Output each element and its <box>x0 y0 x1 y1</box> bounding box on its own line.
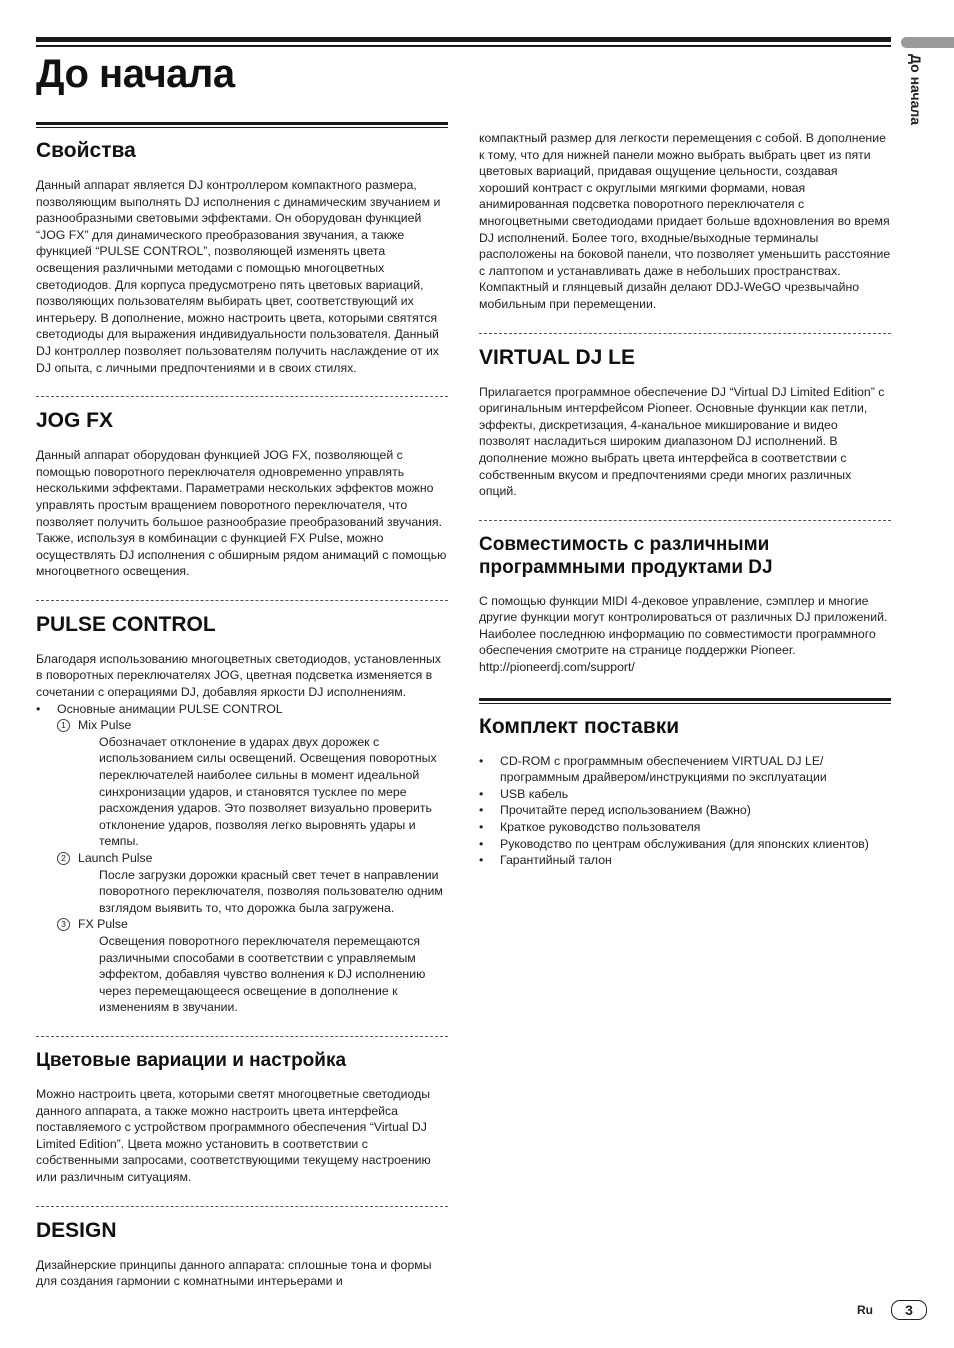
text-pulse-control: Благодаря использованию многоцветных светодиодов, установленных в поворотных переключателях JOG, цветная подсветка изменяется в сочетании с операциями DJ, добавляя яркости DJ исполнениям. <box>36 651 442 700</box>
circled-number-icon: 2 <box>57 852 70 865</box>
divider <box>36 1036 448 1037</box>
section-rule <box>479 698 891 705</box>
item-text: Освещения поворотного переключателя перемещаются различными способами в соответствии с управляемым эффектом, добавляя чувство волнения к DJ исполнению через перемещающееся освещение в дополнение к изменениям в звучании. <box>99 933 426 1015</box>
pulse-item-launch <box>57 850 448 916</box>
section-rule <box>36 122 448 129</box>
text-features: Данный аппарат является DJ контроллером компактного размера, позволяющим выполнять DJ исполнения с динамическим звучанием и разнообразными световыми эффектами. Он оборудован функцией “JOG FX” для динамического преобразования звучания, а также функцией “PULSE CONTROL”, позволяющей изменять цвета освещения различными методами с помощью многоцветных светодиодов. Для корпуса предусмотрено пять цветовых вариаций, позволяющих пользователям выбирать цвет, соответствующий их интерьеру. В дополнение, можно настроить цвета, которыми святятся светодиоды для выражения индивидуальности пользователя. Данный DJ контроллер позволяет пользователям получить наслаждение от их DJ опыта, с личными предпочтениями и в своих стилях. <box>36 178 441 375</box>
divider <box>36 600 448 601</box>
page-title: До начала <box>36 52 235 96</box>
circled-number-icon: 1 <box>57 719 70 732</box>
chapter-side-label: До начала <box>908 54 924 126</box>
list-item <box>36 701 448 1016</box>
heading-virtual-dj: VIRTUAL DJ LE <box>479 345 635 369</box>
pulse-item-mix <box>57 717 448 850</box>
right-column <box>479 130 891 869</box>
pulse-list <box>36 701 448 1016</box>
text-virtual-dj: Прилагается программное обеспечение DJ “Virtual DJ Limited Edition” с оригинальным интерфейсом Pioneer. Основные функции как петли, эффекты, дискретизация, 4-канальное микширование и видео позволят насладиться широким диапазоном DJ исполнений. В дополнение можно выбрать цвета интерфейса в соответствии с собственным вкусом и предпочтениями среди многих различных опций. <box>479 384 885 499</box>
item-title: FX Pulse <box>78 917 128 932</box>
heading-colors: Цветовые вариации и настройка <box>36 1049 347 1071</box>
text-jogfx: Данный аппарат оборудован функцией JOG FX, позволяющей с помощью поворотного переключателя одновременно управлять несколькими эффектами. Параметрами нескольких эффектов можно управлять простым вращением поворотного переключателя, что позволяет получить большое разнообразие преобразований звучания. Также, используя в комбинации с функцией FX Pulse, можно осуществлять DJ исполнения с обширным рядом анимаций с помощью многоцветного освещения. <box>36 448 447 579</box>
package-list <box>479 753 891 869</box>
heading-package: Комплект поставки <box>479 714 680 738</box>
page-number: 3 <box>891 1300 927 1320</box>
item-title: Launch Pulse <box>78 851 153 865</box>
divider <box>479 333 891 334</box>
pulse-subitems <box>57 717 448 1016</box>
bullet-text: Основные анимации PULSE CONTROL <box>57 701 283 716</box>
text-compatibility: С помощью функции MIDI 4-дековое управление, сэмплер и многие другие функции могут контролироваться от различных DJ приложений. Наиболее последнюю информацию по совместимости программного обеспечения смотрите на странице поддержки Pioneer. http://pioneerdj.com/support/ <box>479 593 888 675</box>
text-design: Дизайнерские принципы данного аппарата: сплошные тона и формы для создания гармонии с комнатными интерьерами и <box>36 1257 432 1289</box>
list-item: • Краткое руководство пользователя <box>479 819 891 836</box>
pulse-item-fx <box>57 916 448 1016</box>
heading-compatibility: Совместимость с различными программными продуктами DJ <box>479 533 773 578</box>
left-column <box>36 122 448 1290</box>
item-title: Mix Pulse <box>78 718 132 733</box>
list-item: • USB кабель <box>479 786 891 803</box>
list-item: • CD-ROM с программным обеспечением VIRTUAL DJ LE/программным драйвером/инструкциями по эксплуатации <box>479 753 891 786</box>
circled-number-icon: 3 <box>57 918 70 931</box>
item-text: Обозначает отклонение в ударах двух дорожек с использованием силы освещений. Освещения поворотных переключателей наиболее сильны в момент идеальной синхронизации ударов, и становятся тусклее по мере расхождения ударов. Это позволяет визуально проверить отклонение ударов, позволяя легко выровнять удары и темпы. <box>99 734 437 849</box>
chapter-tab <box>901 37 954 48</box>
divider <box>36 1206 448 1207</box>
header-rule <box>36 37 891 49</box>
heading-features: Свойства <box>36 139 136 162</box>
list-item: • Гарантийный талон <box>479 852 891 869</box>
list-item: • Прочитайте перед использованием (Важно) <box>479 802 891 819</box>
text-design-continued: компактный размер для легкости перемещения с собой. В дополнение к тому, что для нижней панели можно выбрать выбрать цвет из пяти цветовых вариаций, придавая ощущение цельности, создавая хороший контраст с округлыми мягкими формами, новая анимированная подсветка поворотного переключателя с многоцветными светодиодами придает больше вдохновления во время DJ исполнений. Более того, входные/выходные терминалы расположены на боковой панели, что позволяет уменьшить расстояние с лаптопом и устанавливать даже в небольших пространствах. Компактный и глянцевый дизайн делают DDJ-WeGO чрезвычайно мобильным при перемещении. <box>479 131 891 311</box>
divider <box>479 520 891 521</box>
list-item: • Руководство по центрам обслуживания (для японских клиентов) <box>479 836 891 853</box>
item-text: После загрузки дорожки красный свет течет в направлении поворотного переключателя, позволяя пользователю одним взглядом выявить то, что дорожка была загружена. <box>99 867 443 915</box>
heading-design: DESIGN <box>36 1218 117 1242</box>
heading-pulse-control: PULSE CONTROL <box>36 612 216 636</box>
divider <box>36 396 448 397</box>
heading-jogfx: JOG FX <box>36 409 114 433</box>
footer-language: Ru <box>857 1303 873 1317</box>
text-colors: Можно настроить цвета, которыми светят многоцветные светодиоды данного аппарата, а также можно настроить цвета интерфейса поставляемого с устройством программного обеспечения “Virtual DJ Limited Edition”. Цвета можно установить в соответствии с собственными запросами, соответствующими текущему настроению или различным ситуациям. <box>36 1086 431 1184</box>
